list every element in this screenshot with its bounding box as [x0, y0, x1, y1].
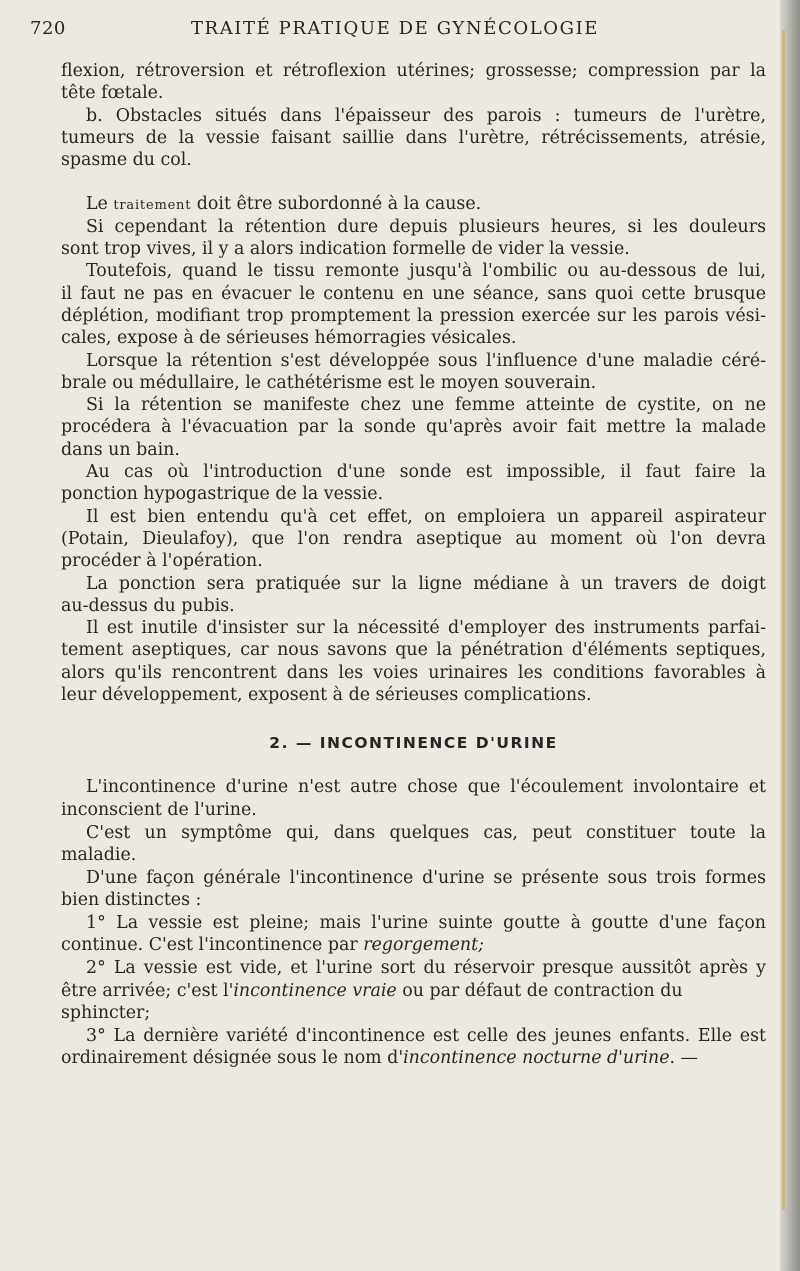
- italic-term: regorgement;: [363, 935, 484, 956]
- text-line: [61, 934, 766, 957]
- text-line: 3° La dernière variété d'incontinence est celle des jeunes enfants. Elle est: [86, 1025, 766, 1046]
- text-fragment: Le: [86, 194, 108, 215]
- text-fragment: continue. C'est l'incontinence par: [61, 935, 358, 956]
- text-line: La ponction sera pratiquée sur la ligne médiane à un travers de doigt: [86, 573, 766, 594]
- text-line: b. Obstacles situés dans l'épaisseur des parois : tumeurs de l'urètre,: [86, 105, 766, 126]
- text-line: brale ou médullaire, le cathétérisme est le moyen souverain.: [61, 372, 597, 393]
- text-line: ponction hypogastrique de la vessie.: [61, 484, 384, 505]
- text-line: au-dessus du pubis.: [61, 595, 235, 616]
- section-body: [61, 776, 766, 1070]
- text-line: leur développement, exposent à de sérieuses complications.: [61, 685, 592, 706]
- text-line: spasme du col.: [61, 150, 192, 171]
- text-line: Au cas où l'introduction d'une sonde est impossible, il faut faire la: [86, 462, 766, 483]
- section-title: 2. — INCONTINENCE D'URINE: [269, 734, 558, 753]
- italic-term: incontinence nocturne d'urine: [403, 1048, 670, 1069]
- text-line: dans un bain.: [61, 439, 180, 460]
- text-fragment: être arrivée; c'est l': [61, 980, 234, 1001]
- text-line: bien distinctes :: [61, 890, 202, 911]
- italic-term: incontinence vraie: [233, 980, 397, 1001]
- text-line: [61, 1047, 766, 1070]
- text-line: déplétion, modifiant trop promptement la pression exercée sur les parois vési-: [61, 305, 766, 326]
- text-line: Si cependant la rétention dure depuis plusieurs heures, si les douleurs: [86, 216, 766, 237]
- paragraph-gap: [61, 171, 766, 193]
- text-line: flexion, rétroversion et rétroflexion utérines; grossesse; compression par la: [61, 61, 766, 81]
- text-line: alors qu'ils rencontrent dans les voies urinaires les conditions favorables à: [61, 662, 766, 683]
- text-line: Lorsque la rétention s'est développée sous l'influence d'une maladie céré-: [86, 350, 766, 371]
- text-line: maladie.: [61, 845, 137, 866]
- text-line: L'incontinence d'urine n'est autre chose que l'écoulement involontaire et: [86, 777, 766, 798]
- text-fragment: . —: [669, 1048, 698, 1069]
- text-line: D'une façon générale l'incontinence d'urine se présente sous trois formes: [86, 867, 766, 888]
- text-line: inconscient de l'urine.: [61, 799, 257, 820]
- text-line: [61, 193, 766, 215]
- text-fragment: ou par défaut de contraction du: [396, 980, 683, 1001]
- page-edge: [780, 0, 800, 1271]
- text-line: tête fœtale.: [61, 83, 164, 104]
- text-line: Il est inutile d'insister sur la nécessité d'employer des instruments parfai-: [86, 618, 766, 639]
- text-line: sont trop vives, il y a alors indication formelle de vider la vessie.: [61, 239, 630, 260]
- text-fragment: doit être subordonné à la cause.: [196, 194, 482, 215]
- text-line: Si la rétention se manifeste chez une femme atteinte de cystite, on ne: [86, 395, 766, 416]
- text-line: cales, expose à de sérieuses hémorragies vésicales.: [61, 328, 517, 349]
- text-fragment: ordinairement désignée sous le nom d': [61, 1048, 404, 1069]
- keyword-smallcaps: traitement: [113, 198, 192, 214]
- text-line: C'est un symptôme qui, dans quelques cas, peut constituer toute la: [86, 822, 766, 843]
- text-line: [61, 980, 766, 1003]
- body-text: [61, 60, 766, 1070]
- text-line: Il est bien entendu qu'à cet effet, on emploiera un appareil aspirateur: [86, 506, 766, 527]
- text-line: procédera à l'évacuation par la sonde qu'après avoir fait mettre la malade: [61, 417, 766, 438]
- text-line: (Potain, Dieulafoy), que l'on rendra aseptique au moment où l'on devra: [61, 528, 766, 549]
- text-line: Toutefois, quand le tissu remonte jusqu'à l'ombilic ou au-dessous de lui,: [86, 261, 766, 282]
- running-title: TRAITÉ PRATIQUE DE GYNÉCOLOGIE: [190, 18, 600, 39]
- text-line: il faut ne pas en évacuer le contenu en une séance, sans quoi cette brusque: [61, 283, 766, 304]
- text-line: sphincter;: [61, 1003, 151, 1024]
- page-edge-sliver: [782, 30, 785, 1210]
- text-line: tement aseptiques, car nous savons que la pénétration d'éléments septiques,: [61, 640, 766, 661]
- text-line: procéder à l'opération.: [61, 551, 263, 572]
- page-header: [30, 12, 760, 48]
- page-number: 720: [30, 18, 66, 39]
- text-line: 2° La vessie est vide, et l'urine sort du réservoir presque aussitôt après y: [86, 958, 766, 979]
- text-line: 1° La vessie est pleine; mais l'urine suinte goutte à goutte d'une façon: [86, 912, 766, 933]
- section-gap: [61, 706, 766, 728]
- text-line: tumeurs de la vessie faisant saillie dans l'urètre, rétrécissements, atrésie,: [61, 127, 766, 148]
